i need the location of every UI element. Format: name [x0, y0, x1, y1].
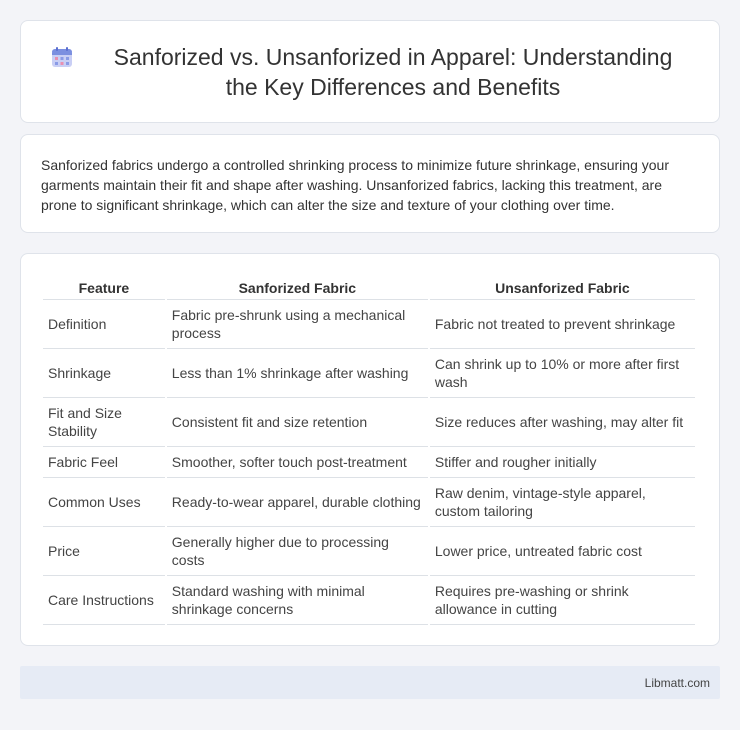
row-sanforized: Less than 1% shrinkage after washing — [167, 349, 428, 398]
row-sanforized: Standard washing with minimal shrinkage concerns — [167, 576, 428, 625]
intro-card — [20, 134, 720, 233]
row-sanforized: Consistent fit and size retention — [167, 398, 428, 447]
row-unsanforized: Lower price, untreated fabric cost — [430, 527, 695, 576]
table-header-row — [43, 274, 695, 300]
row-unsanforized: Fabric not treated to prevent shrinkage — [430, 300, 695, 349]
table-row — [43, 576, 695, 625]
row-sanforized: Smoother, softer touch post-treatment — [167, 447, 428, 478]
table-row — [43, 527, 695, 576]
row-sanforized: Ready-to-wear apparel, durable clothing — [167, 478, 428, 527]
row-feature: Definition — [43, 300, 165, 349]
calendar-icon — [51, 46, 73, 68]
row-feature: Fit and Size Stability — [43, 398, 165, 447]
table-row — [43, 478, 695, 527]
row-sanforized: Generally higher due to processing costs — [167, 527, 428, 576]
table-row — [43, 398, 695, 447]
row-unsanforized: Requires pre-washing or shrink allowance in cutting — [430, 576, 695, 625]
title-wrap — [21, 42, 719, 102]
row-sanforized: Fabric pre-shrunk using a mechanical process — [167, 300, 428, 349]
table-row — [43, 447, 695, 478]
intro-paragraph: Sanforized fabrics undergo a controlled shrinking process to minimize future shrinkage, ensuring your garments maintain their fit and shape after washing. Unsanforized fabrics, lacking this treatment, are prone to significant shrinkage, which can alter the size and texture of your clothing over time. — [41, 157, 669, 213]
table-row — [43, 349, 695, 398]
table-row — [43, 300, 695, 349]
row-feature: Fabric Feel — [43, 447, 165, 478]
row-feature: Price — [43, 527, 165, 576]
header-sanforized: Sanforized Fabric — [167, 274, 428, 300]
row-feature: Care Instructions — [43, 576, 165, 625]
header-feature: Feature — [43, 274, 165, 300]
footer-site-link[interactable]: Libmatt.com — [644, 675, 710, 690]
page-title: Sanforized vs. Unsanforized in Apparel: Understanding the Key Differences and Benefits — [113, 43, 673, 100]
row-unsanforized: Raw denim, vintage-style apparel, custom tailoring — [430, 478, 695, 527]
title-card — [20, 20, 720, 123]
row-unsanforized: Stiffer and rougher initially — [430, 447, 695, 478]
comparison-card — [20, 253, 720, 646]
header-unsanforized: Unsanforized Fabric — [430, 274, 695, 300]
footer — [20, 666, 720, 699]
row-unsanforized: Size reduces after washing, may alter fit — [430, 398, 695, 447]
comparison-table — [41, 274, 697, 625]
row-unsanforized: Can shrink up to 10% or more after first wash — [430, 349, 695, 398]
row-feature: Common Uses — [43, 478, 165, 527]
row-feature: Shrinkage — [43, 349, 165, 398]
